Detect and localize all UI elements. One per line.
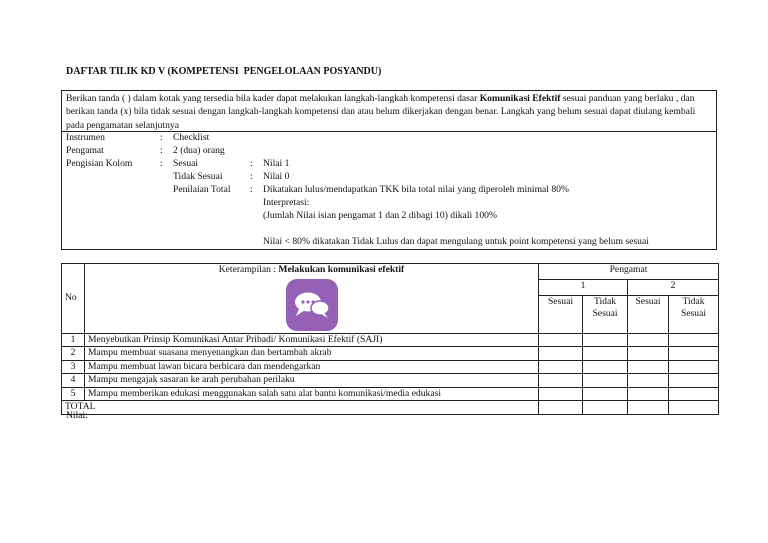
skill-header [85, 264, 539, 334]
table-row [62, 360, 719, 374]
instructions-part2: sesuai panduan yang berlaku , dan berikan tanda (x) bila tidak sesuai dengan langkah-langkah kompetensi dan atau belum dikerjakan dengan benar. Langkah yang belum sesuai dapat diulang kembali pada pengamatan selanjutnya [66, 93, 696, 131]
check-cell[interactable] [669, 374, 719, 388]
check-cell[interactable] [628, 347, 669, 361]
check-cell[interactable] [539, 333, 583, 347]
tidak-sesuai-label: Tidak Sesuai [173, 171, 223, 182]
total-label: TOTAL [62, 401, 539, 415]
colon: : [250, 171, 253, 182]
table-row [62, 333, 719, 347]
sesuai-col-1: Sesuai [539, 295, 583, 333]
skills-table [61, 263, 719, 415]
check-cell[interactable] [583, 347, 628, 361]
check-cell[interactable] [628, 374, 669, 388]
sesuai-col-2: Sesuai [628, 295, 669, 333]
table-row [62, 387, 719, 401]
check-cell[interactable] [539, 387, 583, 401]
row-text: Mampu memberikan edukasi menggunakan salah satu alat bantu komunikasi/media edukasi [85, 387, 539, 401]
chat-bubbles-icon [286, 279, 338, 331]
check-cell[interactable] [669, 387, 719, 401]
check-cell[interactable] [539, 347, 583, 361]
check-cell[interactable] [539, 374, 583, 388]
row-number: 2 [62, 347, 85, 361]
interpretasi-label: Interpretasi: [263, 197, 310, 208]
nilai-label: Nilai: [66, 410, 88, 421]
row-text: Mampu mengajak sasaran ke arah perubahan perilaku [85, 374, 539, 388]
sesuai-label: Sesuai [173, 158, 199, 169]
pengamat-value: 2 (dua) orang [173, 145, 225, 156]
row-number: 3 [62, 360, 85, 374]
total-cell[interactable] [628, 401, 669, 415]
row-number: 5 [62, 387, 85, 401]
penilaian-total-label: Penilaian Total [173, 184, 231, 195]
colon: : [250, 158, 253, 169]
instrumen-label: Instrumen [66, 132, 105, 143]
fail-note: Nilai < 80% dikatakan Tidak Lulus dan dapat mengulang untuk point kompetensi yang belum sesuai [263, 236, 649, 247]
observer-2-header: 2 [628, 279, 719, 295]
skill-title: Melakukan komunikasi efektif [278, 264, 405, 275]
total-cell[interactable] [583, 401, 628, 415]
check-cell[interactable] [583, 374, 628, 388]
table-row [62, 374, 719, 388]
pengisian-label: Pengisian Kolom [66, 158, 133, 169]
penilaian-total-value: Dikatakan lulus/mendapatkan TKK bila total nilai yang diperoleh minimal 80% [263, 184, 569, 195]
check-cell[interactable] [628, 360, 669, 374]
document-title: DAFTAR TILIK KD V (KOMPETENSI PENGELOLAAN POSYANDU) [66, 66, 382, 77]
check-cell[interactable] [583, 360, 628, 374]
instructions-part1: Berikan tanda ( ) dalam kotak yang tersedia bila kader dapat melakukan langkah-langkah kompetensi dasar [66, 93, 480, 104]
check-cell[interactable] [583, 387, 628, 401]
total-cell[interactable] [669, 401, 719, 415]
colon: : [160, 145, 163, 156]
row-number: 1 [62, 333, 85, 347]
check-cell[interactable] [628, 333, 669, 347]
row-text: Mampu membuat lawan bicara berbicara dan mendengarkan [85, 360, 539, 374]
table-row [62, 347, 719, 361]
check-cell[interactable] [583, 333, 628, 347]
no-header: No [62, 264, 85, 334]
check-cell[interactable] [539, 360, 583, 374]
total-row [62, 401, 719, 415]
instructions-text [62, 91, 716, 132]
check-cell[interactable] [669, 333, 719, 347]
instructions-box [61, 90, 717, 250]
instructions-bold: Komunikasi Efektif [479, 93, 561, 104]
total-cell[interactable] [539, 401, 583, 415]
interpretasi-formula: (Jumlah Nilai isian pengamat 1 dan 2 dibagi 10) dikali 100% [263, 210, 497, 221]
pengamat-header: Pengamat [539, 264, 719, 280]
check-cell[interactable] [669, 360, 719, 374]
row-text: Mampu membuat suasana menyenangkan dan bertambah akrab [85, 347, 539, 361]
row-text: Menyebutkan Prinsip Komunikasi Antar Pribadi/ Komunikasi Efektif (SAJI) [85, 333, 539, 347]
tidak-sesuai-col-2: Tidak Sesuai [669, 295, 719, 333]
tidak-sesuai-value: Nilai 0 [263, 171, 290, 182]
colon: : [160, 158, 163, 169]
tidak-sesuai-col-1: Tidak Sesuai [583, 295, 628, 333]
check-cell[interactable] [628, 387, 669, 401]
check-cell[interactable] [669, 347, 719, 361]
skill-prefix: Keterampilan : [218, 264, 279, 275]
colon: : [160, 132, 163, 143]
pengamat-label: Pengamat [66, 145, 104, 156]
row-number: 4 [62, 374, 85, 388]
instrumen-value: Checklist [173, 132, 210, 143]
observer-1-header: 1 [539, 279, 628, 295]
colon: : [250, 184, 253, 195]
sesuai-value: Nilai 1 [263, 158, 290, 169]
